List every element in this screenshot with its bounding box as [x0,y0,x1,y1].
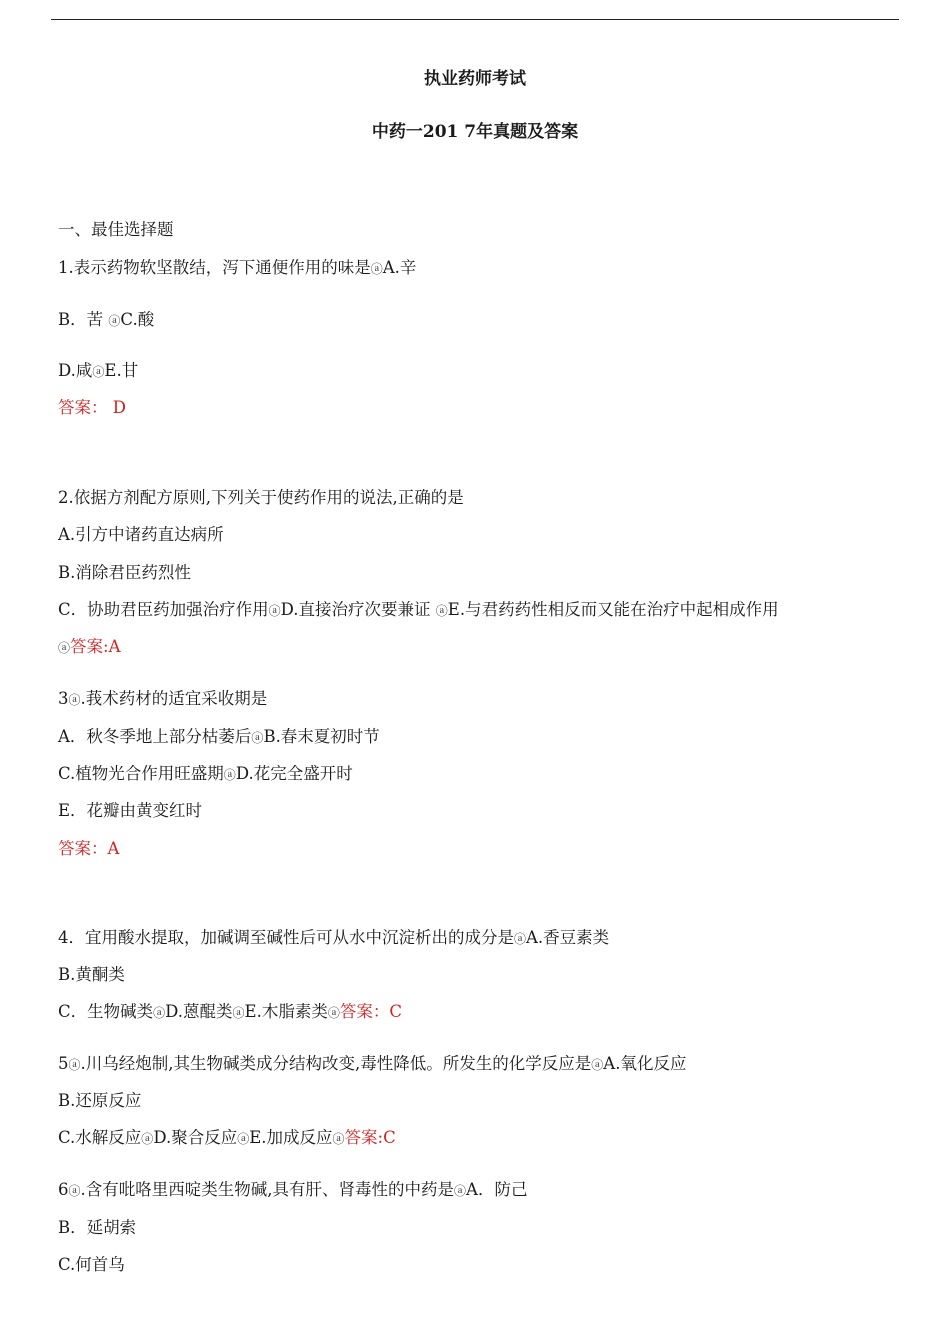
bullet-icon: ⓐ [370,262,383,276]
bullet-icon: ⓐ [223,768,236,782]
doc-subtitle: 中药一201 7年真题及答案 [371,122,579,142]
option-b: B.消除君臣药烈性 [58,563,191,582]
answer-2: 答案:A [70,637,121,656]
option-b: B．苦 [58,310,104,329]
bullet-icon: ⓐ [332,1132,345,1146]
question-4-line [58,927,609,950]
option-b: B.还原反应 [58,1091,142,1110]
question-2-stem: 2.依据方剂配方原则,下列关于使药作用的说法,正确的是 [58,488,464,507]
bullet-icon: ⓐ [327,1006,340,1020]
section-heading: 一、最佳选择题 [58,220,174,239]
option-d: D.蒽醌类 [165,1002,233,1021]
option-d: D.聚合反应 [153,1128,238,1147]
option-b: B.春末夏初时节 [263,727,380,746]
question-3-options-cd [58,763,353,786]
option-a: A．防己 [466,1180,528,1199]
bullet-icon: ⓐ [68,693,81,707]
bullet-icon: ⓐ [108,314,121,328]
option-c: C.酸 [120,310,155,329]
question-5-line [58,1053,686,1076]
option-a: A.引方中诸药直达病所 [58,525,224,544]
bullet-icon: ⓐ [514,932,527,946]
question-3-stem-line [58,688,267,711]
option-b: B.黄酮类 [58,965,125,984]
bullet-icon: ⓐ [268,604,281,618]
bullet-icon: ⓐ [68,1058,81,1072]
option-d: D.直接治疗次要兼证 [280,600,431,619]
bullet-icon: ⓐ [58,641,71,655]
answer-2-line [58,636,121,659]
option-e: E.木脂素类 [244,1002,328,1021]
question-6-line [58,1179,527,1202]
question-4-stem: 4．宜用酸水提取，加碱调至碱性后可从水中沉淀析出的成分是 [58,928,514,947]
question-3-options-ab [58,726,380,749]
answer-3: 答案：A [58,839,120,858]
answer-1: 答案： D [58,398,126,417]
question-6-number: 6 [58,1180,69,1199]
option-a: A.辛 [382,258,417,277]
top-rule [51,19,899,20]
answer-4: 答案：C [339,1002,402,1021]
option-e: E.甘 [104,361,139,380]
option-c: C．生物碱类 [58,1002,154,1021]
question-1-options-de [58,360,138,383]
bullet-icon: ⓐ [251,731,264,745]
question-1-line [58,257,416,280]
answer-5: 答案:C [344,1128,396,1147]
option-a: A.香豆素类 [526,928,610,947]
option-a: A．秋冬季地上部分枯萎后 [58,727,252,746]
option-c: C.植物光合作用旺盛期 [58,764,224,783]
question-5-number: 5 [58,1054,69,1073]
option-a: A.氧化反应 [603,1054,687,1073]
question-5-stem: .川乌经炮制,其生物碱类成分结构改变,毒性降低。所发生的化学反应是 [80,1054,592,1073]
option-d: D.咸 [58,361,93,380]
option-c: C.水解反应 [58,1128,142,1147]
option-e: E.加成反应 [249,1128,333,1147]
question-4-options-cde [58,1001,402,1024]
question-1-stem: 1.表示药物软坚散结，泻下通便作用的味是 [58,258,371,277]
bullet-icon: ⓐ [435,604,448,618]
bullet-icon: ⓐ [232,1006,245,1020]
option-c: C.何首乌 [58,1255,125,1274]
bullet-icon: ⓐ [92,365,105,379]
bullet-icon: ⓐ [591,1058,604,1072]
option-e: E．花瓣由黄变红时 [58,801,203,820]
question-3-stem: .莪术药材的适宜采收期是 [80,689,268,708]
option-d: D.花完全盛开时 [235,764,353,783]
bullet-icon: ⓐ [153,1006,166,1020]
doc-title: 执业药师考试 [424,69,526,89]
question-2-options-cde [58,599,779,622]
option-c: C．协助君臣药加强治疗作用 [58,600,269,619]
question-5-options-cde [58,1127,396,1150]
option-b: B．延胡索 [58,1218,137,1237]
bullet-icon: ⓐ [68,1184,81,1198]
question-6-stem: .含有吡咯里西啶类生物碱,具有肝、肾毒性的中药是 [80,1180,455,1199]
option-e: E.与君药药性相反而又能在治疗中起相成作用 [447,600,779,619]
question-1-options-bc [58,309,154,332]
bullet-icon: ⓐ [454,1184,467,1198]
question-3-number: 3 [58,689,69,708]
bullet-icon: ⓐ [237,1132,250,1146]
bullet-icon: ⓐ [141,1132,154,1146]
